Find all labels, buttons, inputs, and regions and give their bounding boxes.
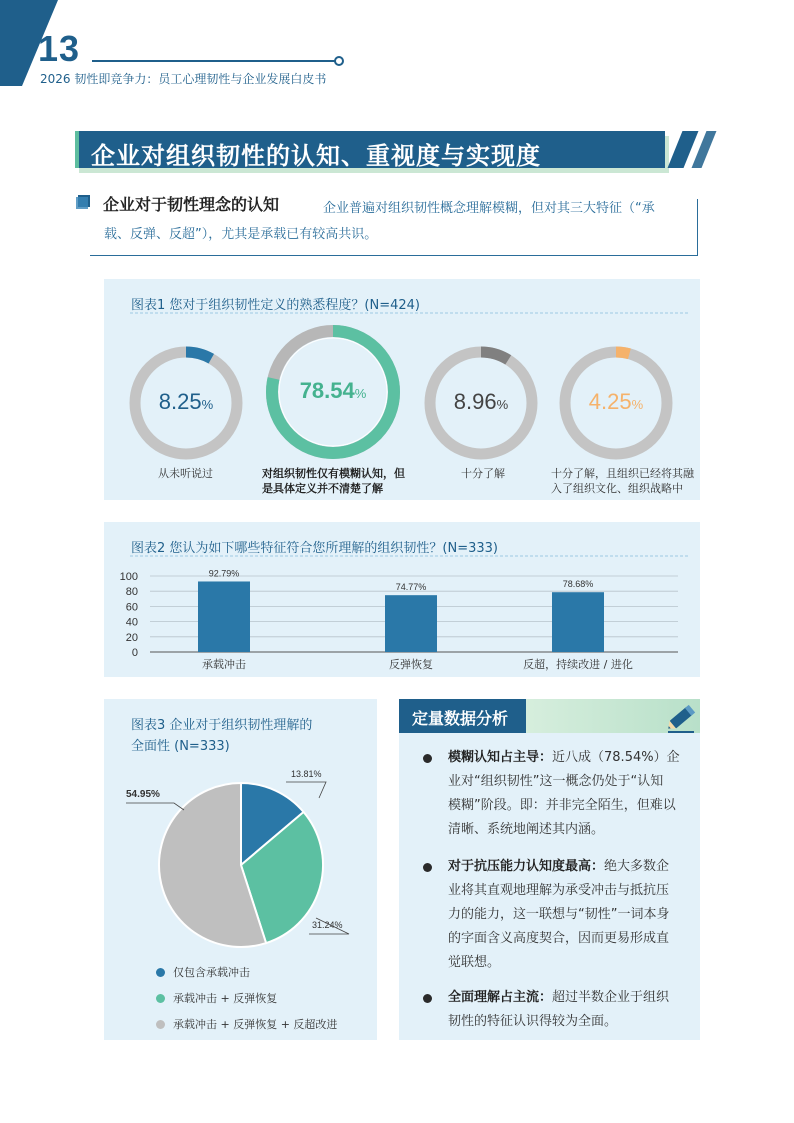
bar-value-label: 74.77% (395, 582, 427, 593)
header-rule (92, 60, 338, 62)
donut-label-3: 十分了解 (461, 467, 505, 480)
analysis-item-text: 超过半数企业于组织 (552, 990, 670, 1005)
x-category-label: 反超，持续改进 / 进化 (523, 658, 633, 671)
legend-swatch (156, 968, 165, 977)
analysis-item-3 (448, 986, 688, 1034)
donut-value-percent: % (354, 386, 367, 401)
analysis-item-2 (448, 855, 688, 975)
donut-value-number: 4.25 (588, 389, 632, 414)
analysis-item-text: 力的能力，这一联想与“韧性”一词本身 (448, 907, 670, 922)
pie-leader-line-1 (286, 782, 326, 798)
section-banner (75, 131, 697, 171)
chart1-title-rule (130, 312, 690, 314)
analysis-item-text: 业将其直观地理解为承受冲击与抵抗压 (448, 883, 670, 898)
donut-label-2: 对组织韧性仅有模糊认知，但 是具体定义并不清楚了解 (262, 467, 405, 495)
book-title: 2026 韧性即竞争力：员工心理韧性与企业发展白皮书 (40, 72, 327, 86)
bar-value-label: 92.79% (208, 568, 240, 579)
legend-label: 承载冲击 + 反弹恢复 (173, 992, 278, 1005)
analysis-item-text: 绝大多数企 (604, 859, 670, 874)
legend-label: 仅包含承载冲击 (173, 966, 250, 979)
x-category-label: 反弹恢复 (389, 658, 433, 671)
legend-swatch (156, 994, 165, 1003)
pie-value-label-2: 31.24% (312, 920, 343, 930)
chart2-bar-chart (110, 560, 700, 675)
bar (552, 592, 604, 652)
banner-bar (75, 131, 665, 168)
pencil-icon (664, 700, 700, 734)
chart2-title-rule (130, 555, 690, 557)
analysis-item-heading: 对于抗压能力认知度最高： (448, 859, 605, 874)
y-tick-label: 60 (125, 601, 138, 614)
legend-item-3 (156, 1016, 337, 1032)
donut-value-number: 78.54 (299, 378, 355, 403)
analysis-item-1 (448, 746, 688, 842)
intro-text-line-1: 企业普遍对组织韧性概念理解模糊，但对其三大特征（“承 (323, 201, 655, 216)
subsection-bullet-icon (76, 195, 90, 209)
donut-value-1 (126, 389, 246, 415)
donut-value-2 (273, 378, 393, 404)
analysis-bullet (423, 863, 432, 872)
analysis-item-text: 韧性的特征认识得较为全面。 (448, 1014, 618, 1029)
x-category-label: 承载冲击 (202, 658, 246, 671)
y-tick-label: 80 (125, 586, 138, 599)
y-tick-label: 20 (125, 631, 138, 644)
y-tick-label: 100 (119, 571, 138, 583)
analysis-title: 定量数据分析 (412, 709, 509, 728)
analysis-item-text: 的字面含义高度契合，因而更易形成直 (448, 931, 670, 946)
donut-value-number: 8.96 (453, 389, 497, 414)
analysis-item-text: 模糊”阶段。即：并非完全陌生，但难以 (448, 798, 676, 813)
analysis-item-text: 觉联想。 (448, 955, 501, 970)
page-number: 13 (38, 28, 81, 69)
donut-label-4: 十分了解，且组织已经将其融 入了组织文化、组织战略中 (551, 467, 694, 495)
donut-value-number: 8.25 (158, 389, 202, 414)
pie-value-label-3: 54.95% (126, 789, 160, 800)
chart1-title: 图表1 您对于组织韧性定义的熟悉程度？(N=424) (131, 298, 420, 313)
donut-value-4 (556, 389, 676, 415)
analysis-item-text: 清晰、系统地阐述其内涵。 (448, 822, 605, 837)
analysis-item-heading: 全面理解占主流： (448, 990, 553, 1005)
header-rule-dot (334, 56, 344, 66)
bar (198, 581, 250, 652)
pie-leader-line-3 (126, 803, 184, 810)
analysis-bullet (423, 994, 432, 1003)
section-title: 企业对组织韧性的认知、重视度与实现度 (91, 142, 541, 170)
subsection-title: 企业对于韧性理念的认知 (103, 195, 280, 214)
chart3-pie-chart (104, 760, 377, 960)
legend-item-2 (156, 990, 277, 1006)
legend-swatch (156, 1020, 165, 1029)
intro-text-line-2: 载、反弹、反超”），尤其是承载已有较高共识。 (104, 227, 378, 242)
analysis-item-heading: 模糊认知占主导： (448, 750, 553, 765)
chart3-title-line-2: 全面性 (N=333) (131, 739, 230, 754)
analysis-item-text: 近八成（78.54%）企 (552, 750, 680, 765)
bar (385, 595, 437, 652)
chart2-title: 图表2 您认为如下哪些特征符合您所理解的组织韧性？(N=333) (131, 541, 498, 556)
donut-value-percent: % (631, 397, 644, 412)
bar-value-label: 78.68% (562, 579, 594, 590)
y-tick-label: 0 (131, 647, 138, 659)
legend-item-1 (156, 964, 250, 980)
donut-value-3 (421, 389, 541, 415)
legend-label: 承载冲击 + 反弹恢复 + 反超改进 (173, 1018, 338, 1031)
pie-value-label-1: 13.81% (291, 769, 322, 779)
chart3-title-line-1: 图表3 企业对于组织韧性理解的 (131, 718, 313, 733)
analysis-bullet (423, 754, 432, 763)
donut-label-1: 从未听说过 (158, 467, 213, 480)
donut-value-percent: % (496, 397, 509, 412)
donut-value-percent: % (201, 397, 214, 412)
analysis-item-text: 业对“组织韧性”这一概念仍处于“认知 (448, 774, 664, 789)
y-tick-label: 40 (125, 616, 138, 629)
